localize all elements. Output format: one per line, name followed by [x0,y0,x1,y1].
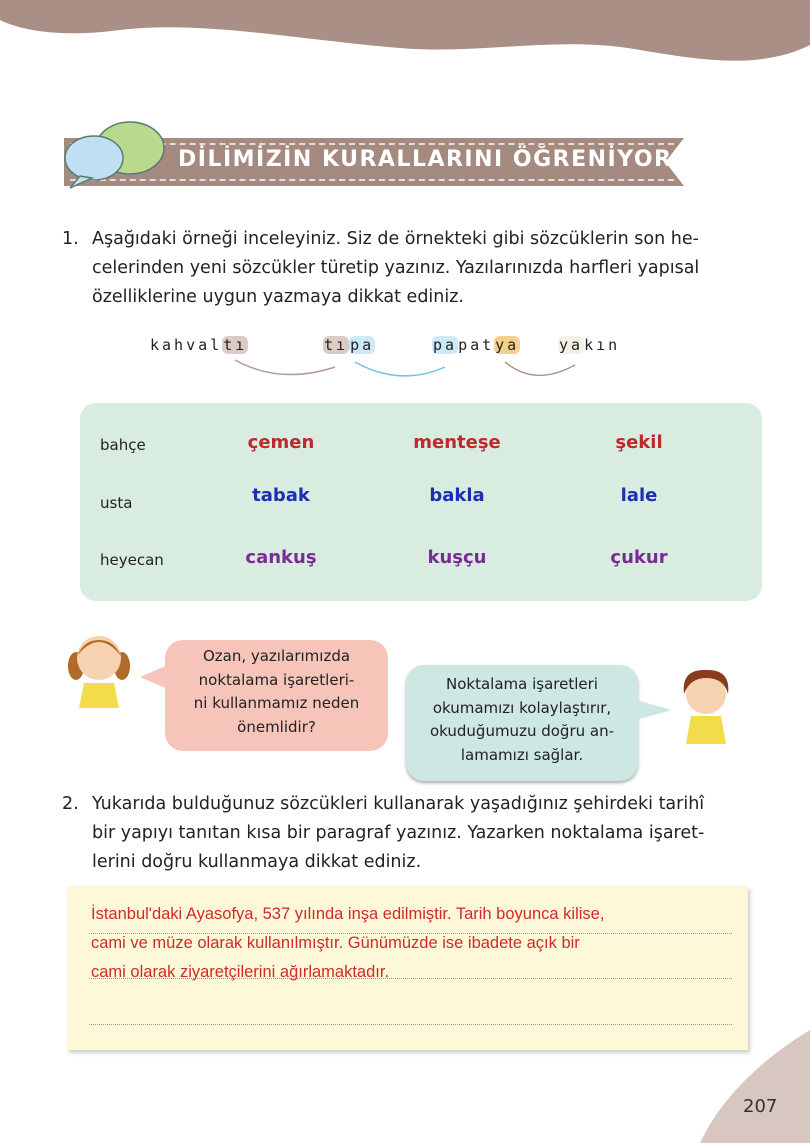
bubble-line: Noktalama işaretleri [446,675,598,693]
bubble-tail [140,665,168,689]
example-word-tipa: tı pa [324,336,375,354]
q1-line: özelliklerine uygun yazmaya dikkat ediniz. [92,287,464,307]
word: kuşçu [427,547,487,568]
answer-writing-area[interactable] [67,886,748,1050]
answer-line: İstanbul'daki Ayasofya, 537 yılında inşa edilmiştir. Tarih boyunca kilise, [91,905,605,923]
section-title: DİLİMİZİN KURALLARINI ÖĞRENİYORUZ [178,147,710,172]
question-2-number: 2. [62,794,79,814]
example-arrows [220,355,600,385]
q1-line: celerinden yeni sözcükler türetip yazınız. Yazılarınızda harfleri yapısal [92,258,700,278]
example-word-papatya: papatya [433,336,520,354]
word: çemen [247,432,315,453]
question-2-text [92,790,762,877]
bubble-line: lamamızı sağlar. [460,745,584,764]
row-label: bahçe [100,436,146,454]
bubble-tail [636,700,672,720]
row-label: heyecan [100,551,164,569]
bubble-line: okumamızı kolaylaştırır, [432,698,612,717]
bubble-line: okuduğumuzu doğru an- [429,722,614,740]
speech-bubbles-icon [62,118,172,190]
example-word-kahvalti: kahvaltı [150,336,248,354]
boy-speech-bubble [406,665,638,781]
question-1-number: 1. [62,229,79,249]
word: şekil [615,432,663,453]
word: bakla [429,485,485,506]
girl-character-illustration [64,628,134,708]
word: çukur [610,547,668,568]
q1-line: Aşağıdaki örneği inceleyiniz. Siz de örnekteki gibi sözcüklerin son he- [92,229,699,249]
answer-text [91,900,604,987]
bubble-line: Ozan, yazılarımızda [202,647,351,665]
bubble-line: önemlidir? [237,717,316,736]
row-label: usta [100,494,133,512]
bubble-line: noktalama işaretleri- [198,670,355,689]
girl-speech-bubble [165,640,388,751]
example-word-yakin: yakın [559,336,621,354]
bubble-line: ni kullanmamız neden [193,694,360,712]
word: lale [620,485,658,506]
answer-line: cami olarak ziyaretçilerini ağırlamaktadır. [91,963,390,981]
answer-line: cami ve müze olarak kullanılmıştır. Günümüzde ise ibadete açık bir [91,934,580,952]
word: menteşe [413,432,501,453]
page-number: 207 [743,1096,778,1117]
q2-line: Yukarıda bulduğunuz sözcükleri kullanarak yaşadığınız şehirdeki tarihî [92,794,705,814]
boy-character-illustration [676,664,736,744]
word: cankuş [245,547,317,568]
q2-line: bir yapıyı tanıtan kısa bir paragraf yazınız. Yazarken noktalama işaret- [92,823,705,843]
q2-line: lerini doğru kullanmaya dikkat ediniz. [92,852,422,872]
word: tabak [252,485,310,506]
question-1-text [92,225,752,312]
top-wave-decoration [0,0,810,80]
